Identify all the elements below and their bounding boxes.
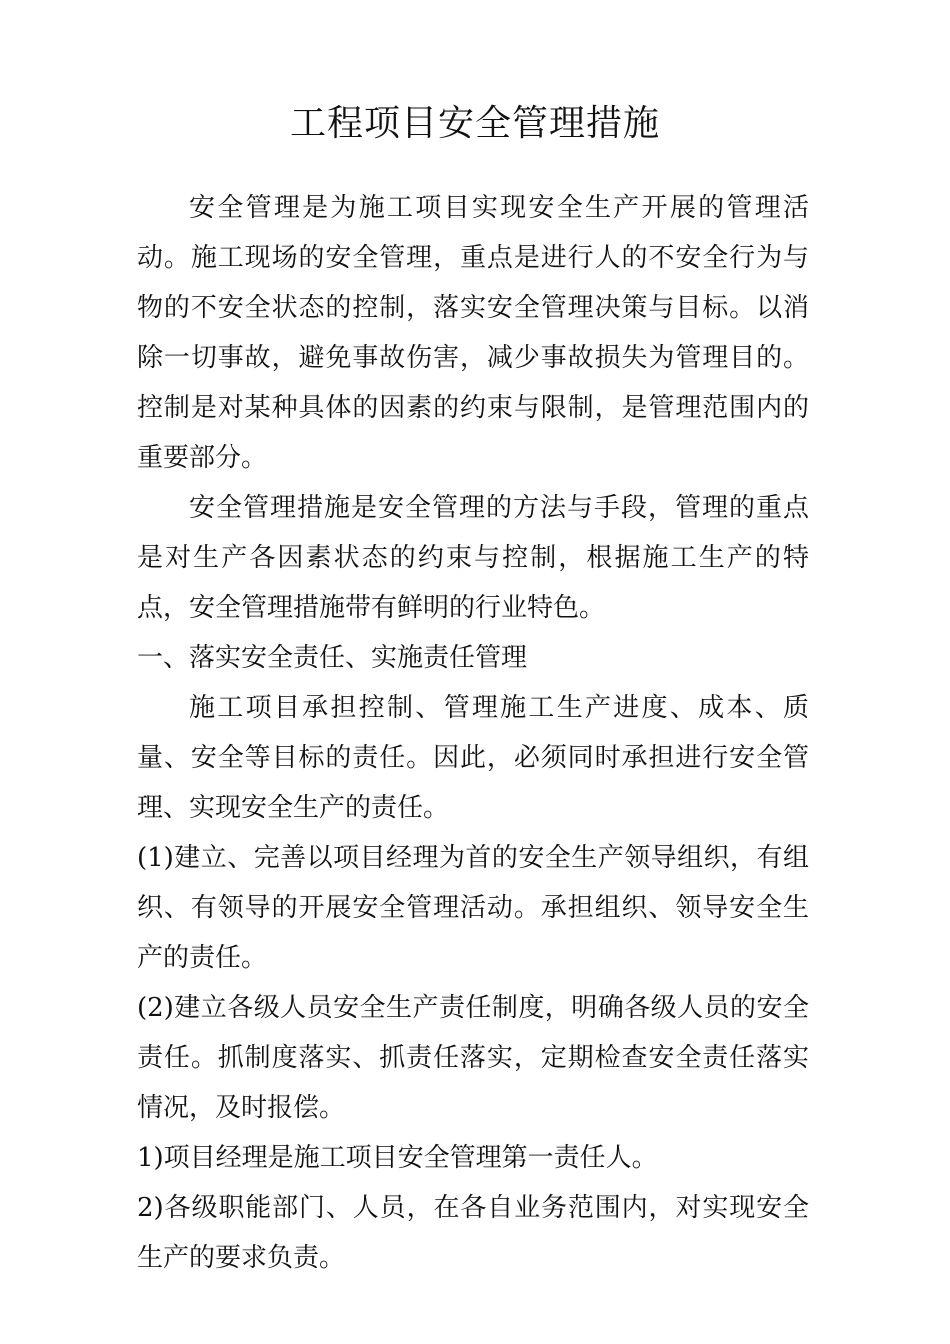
section-heading-1: 一、落实安全责任、实施责任管理 bbox=[137, 643, 528, 673]
sub-item-1: 1)项目经理是施工项目安全管理第一责任人。 bbox=[137, 1143, 658, 1173]
document-body bbox=[137, 183, 809, 1283]
paragraph-measures: 安全管理措施是安全管理的方法与手段，管理的重点是对生产各因素状态的约束与控制，根据施工生产的特点，安全管理措施带有鲜明的行业特色。 bbox=[137, 493, 809, 623]
paragraph-intro: 安全管理是为施工项目实现安全生产开展的管理活动。施工现场的安全管理，重点是进行人的不安全行为与物的不安全状态的控制，落实安全管理决策与目标。以消除一切事故，避免事故伤害，减少事故损失为管理目的。控制是对某种具体的因素的约束与限制，是管理范围内的重要部分。 bbox=[137, 193, 809, 473]
list-item-2: (2)建立各级人员安全生产责任制度，明确各级人员的安全责任。抓制度落实、抓责任落实，定期检查安全责任落实情况，及时报偿。 bbox=[137, 993, 809, 1123]
paragraph-responsibility: 施工项目承担控制、管理施工生产进度、成本、质量、安全等目标的责任。因此，必须同时承担进行安全管理、实现安全生产的责任。 bbox=[137, 693, 809, 823]
sub-item-2: 2)各级职能部门、人员，在各自业务范围内，对实现安全生产的要求负责。 bbox=[137, 1193, 809, 1273]
document-title: 工程项目安全管理措施 bbox=[289, 103, 660, 144]
list-item-1: (1)建立、完善以项目经理为首的安全生产领导组织，有组织、有领导的开展安全管理活动。承担组织、领导安全生产的责任。 bbox=[137, 843, 809, 973]
